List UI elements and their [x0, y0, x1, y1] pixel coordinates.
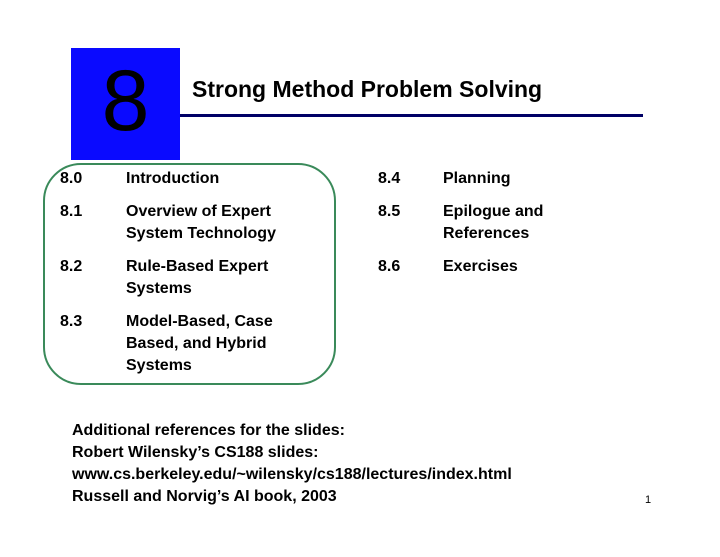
toc-item-number: 8.0 [60, 170, 83, 187]
toc-item-label: Model-Based, Case Based, and Hybrid Systems [126, 313, 273, 374]
toc-item-8-2 [60, 256, 320, 300]
toc-item-number: 8.5 [378, 203, 401, 220]
toc-item-label: Rule-Based Expert Systems [126, 258, 269, 297]
toc-item-8-3 [60, 311, 320, 377]
toc-item-number: 8.3 [60, 313, 83, 330]
toc-item-8-1 [60, 201, 320, 245]
reference-url: www.cs.berkeley.edu/~wilensky/cs188/lectures/index.html [72, 466, 512, 483]
toc-item-number: 8.6 [378, 258, 401, 275]
toc-item-8-0 [60, 168, 320, 190]
toc-item-number: 8.4 [378, 170, 401, 187]
chapter-number: 8 [101, 53, 150, 149]
page-number: 1 [645, 494, 652, 506]
reference-line: Russell and Norvig’s AI book, 2003 [72, 488, 337, 505]
toc-item-label: Epilogue and References [443, 203, 544, 242]
title-underline [180, 114, 643, 117]
toc-item-label: Exercises [443, 258, 518, 275]
toc-item-label: Overview of Expert System Technology [126, 203, 276, 242]
toc-item-8-6 [378, 256, 618, 278]
references-heading: Additional references for the slides: [72, 422, 345, 439]
reference-line: Robert Wilensky’s CS188 slides: [72, 444, 319, 461]
toc-item-number: 8.1 [60, 203, 83, 220]
toc-item-8-4 [378, 168, 618, 190]
toc-item-number: 8.2 [60, 258, 83, 275]
toc-item-label: Introduction [126, 170, 220, 187]
chapter-number-box [71, 48, 180, 160]
toc-item-label: Planning [443, 170, 511, 187]
slide-title: Strong Method Problem Solving [192, 76, 543, 102]
toc-item-8-5 [378, 201, 618, 245]
references-block [72, 420, 512, 508]
